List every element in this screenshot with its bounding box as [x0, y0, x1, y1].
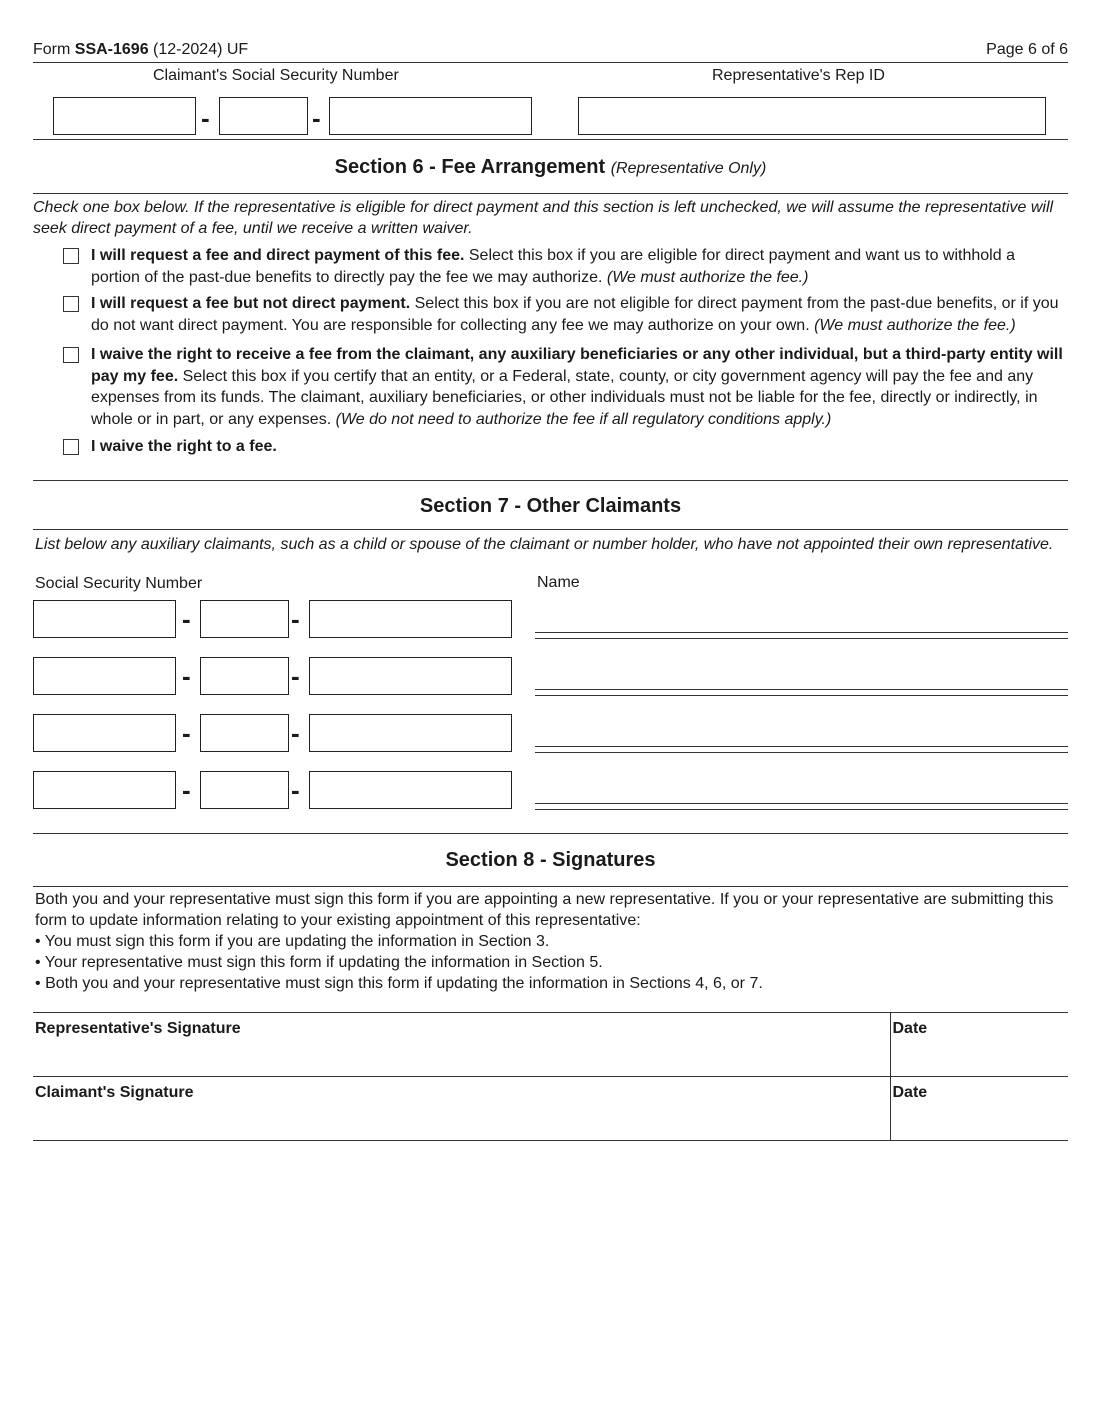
bullet-text: You must sign this form if you are updating the information in Section 3. [44, 932, 550, 950]
form-number: SSA-1696 [74, 41, 149, 58]
fee-option-no-direct-payment-checkbox[interactable] [63, 296, 79, 312]
other-ssn-part1-field[interactable] [33, 771, 176, 809]
representative-date-field[interactable] [890, 1012, 1068, 1076]
ssn-dash: - [182, 603, 191, 634]
other-ssn-part2-field[interactable] [200, 714, 289, 752]
signature-row [33, 1012, 1068, 1076]
section6-subtitle: (Representative Only) [610, 160, 767, 177]
page-number: Page 6 of 6 [986, 41, 1068, 58]
claimant-signature-field[interactable] [33, 1076, 890, 1140]
form-prefix: Form [33, 41, 75, 58]
fee-option-direct-payment [33, 245, 1068, 288]
fee-option-no-direct-payment [33, 293, 1068, 336]
bullet-text: Your representative must sign this form if updating the information in Section 5. [44, 953, 603, 971]
other-claimant-name-field[interactable] [535, 632, 1068, 639]
option-text: Select this box if you certify that an entity, or a Federal, state, county, or city government agency will pay the fee and any expenses from its funds. The claimant, auxiliary beneficiaries, or other individuals must not be liable for the fee, directly or indirectly, in whole or in part, or any expenses. [91, 367, 1038, 428]
bullet-marker: • [35, 932, 41, 950]
section8-intro: Both you and your representative must sign this form if you are appointing a new representative. If you or your representative are submitting this form to update information relating to your existing appointment of this representative: [35, 890, 1054, 929]
bullet-marker: • [35, 953, 41, 971]
section7-top-rule [33, 458, 1068, 481]
fee-option-waive [33, 436, 1068, 458]
form-header [33, 40, 1068, 63]
option-title: I waive the right to a fee. [91, 438, 277, 455]
bullet-marker: • [35, 974, 41, 992]
other-ssn-part3-field[interactable] [309, 600, 512, 638]
fee-option-waive-checkbox[interactable] [63, 439, 79, 455]
section8-heading [33, 834, 1068, 887]
other-ssn-part3-field[interactable] [309, 771, 512, 809]
other-ssn-part3-field[interactable] [309, 657, 512, 695]
claimant-signature-label: Claimant's Signature [35, 1083, 194, 1101]
section7-heading [33, 481, 1068, 530]
option-note: (We do not need to authorize the fee if all regulatory conditions apply.) [335, 410, 832, 428]
signature-table [33, 1012, 1068, 1141]
other-claimant-row [33, 600, 1068, 657]
signature-row [33, 1076, 1068, 1140]
other-ssn-part2-field[interactable] [200, 771, 289, 809]
section6-intro: Check one box below. If the representative is eligible for direct payment and this section is left unchecked, we will assume the representative will seek direct payment of a fee, until we receive a written waiver. [33, 199, 1054, 237]
option-title: I waive the right to receive a fee from the claimant, any auxiliary beneficiaries or any other individual, but a third-party entity will pay my fee. [91, 346, 1063, 385]
other-ssn-part2-field[interactable] [200, 657, 289, 695]
other-claimant-name-field[interactable] [535, 746, 1068, 753]
representative-signature-label: Representative's Signature [35, 1019, 241, 1037]
option-text: Select this box if you are not eligible for direct payment from the past-due benefits, or if you do not want direct payment. You are responsible for collecting any fee we may authorize on your own. [91, 295, 1059, 334]
section6-title: Section 6 - Fee Arrangement [334, 156, 606, 178]
ssn-dash: - [182, 774, 191, 805]
option-note: (We must authorize the fee.) [814, 316, 1016, 334]
other-claimant-row [33, 714, 1068, 771]
bullet-text: Both you and your representative must sign this form if updating the information in Sections 4, 6, or 7. [45, 974, 763, 992]
ssn-dash: - [291, 717, 300, 748]
section8-title: Section 8 - Signatures [445, 848, 656, 871]
claimant-ssn-label: Claimant's Social Security Number [153, 67, 399, 84]
date-label: Date [892, 1083, 928, 1101]
claimant-ssn-part2-field[interactable] [219, 97, 308, 135]
option-title: I will request a fee and direct payment of this fee. [91, 247, 465, 264]
ssn-dash: - [201, 103, 210, 133]
section7-title: Section 7 - Other Claimants [419, 494, 682, 517]
section8-bullet [33, 973, 1068, 994]
rep-id-field[interactable] [578, 97, 1046, 135]
claimant-date-field[interactable] [890, 1076, 1068, 1140]
form-edition: (12-2024) UF [148, 41, 249, 58]
option-note: (We must authorize the fee.) [606, 268, 809, 286]
other-ssn-part1-field[interactable] [33, 600, 176, 638]
other-claimant-row [33, 657, 1068, 714]
form-id [33, 40, 248, 60]
option-text: Select this box if you are eligible for direct payment and want us to withhold a portion of the past-due benefits to directly pay the fee we may authorize. [91, 247, 1015, 286]
section8-bullet [33, 952, 1068, 973]
section7-intro: List below any auxiliary claimants, such as a child or spouse of the claimant or number holder, who have not appointed their own representative. [35, 535, 1054, 553]
representative-signature-field[interactable] [33, 1012, 890, 1076]
ssn-dash: - [291, 603, 300, 634]
other-ssn-part1-field[interactable] [33, 657, 176, 695]
date-label: Date [892, 1019, 928, 1037]
other-ssn-part3-field[interactable] [309, 714, 512, 752]
fee-option-third-party-checkbox[interactable] [63, 347, 79, 363]
fee-option-third-party [33, 344, 1068, 430]
ssn-dash: - [182, 717, 191, 748]
fee-option-direct-payment-checkbox[interactable] [63, 248, 79, 264]
ssn-dash: - [312, 103, 321, 133]
form-page [33, 40, 1068, 1141]
ssn-dash: - [291, 774, 300, 805]
claimant-ssn-part3-field[interactable] [329, 97, 532, 135]
fee-options [33, 239, 1068, 458]
other-claimant-name-field[interactable] [535, 803, 1068, 810]
other-ssn-part2-field[interactable] [200, 600, 289, 638]
other-claimant-row [33, 771, 1068, 833]
claimant-ids-row [33, 63, 1068, 140]
section7-column-labels [33, 573, 1068, 600]
ssn-dash: - [291, 660, 300, 691]
other-ssn-part1-field[interactable] [33, 714, 176, 752]
claimant-ssn-part1-field[interactable] [53, 97, 196, 135]
rep-id-label: Representative's Rep ID [712, 67, 885, 84]
other-claimant-name-field[interactable] [535, 689, 1068, 696]
section6-heading [33, 140, 1068, 194]
option-title: I will request a fee but not direct payment. [91, 295, 411, 312]
section8-bullet [33, 931, 1068, 952]
ssn-dash: - [182, 660, 191, 691]
other-claimant-ssn-label: Social Security Number [35, 574, 203, 592]
other-claimant-name-label: Name [537, 573, 580, 591]
